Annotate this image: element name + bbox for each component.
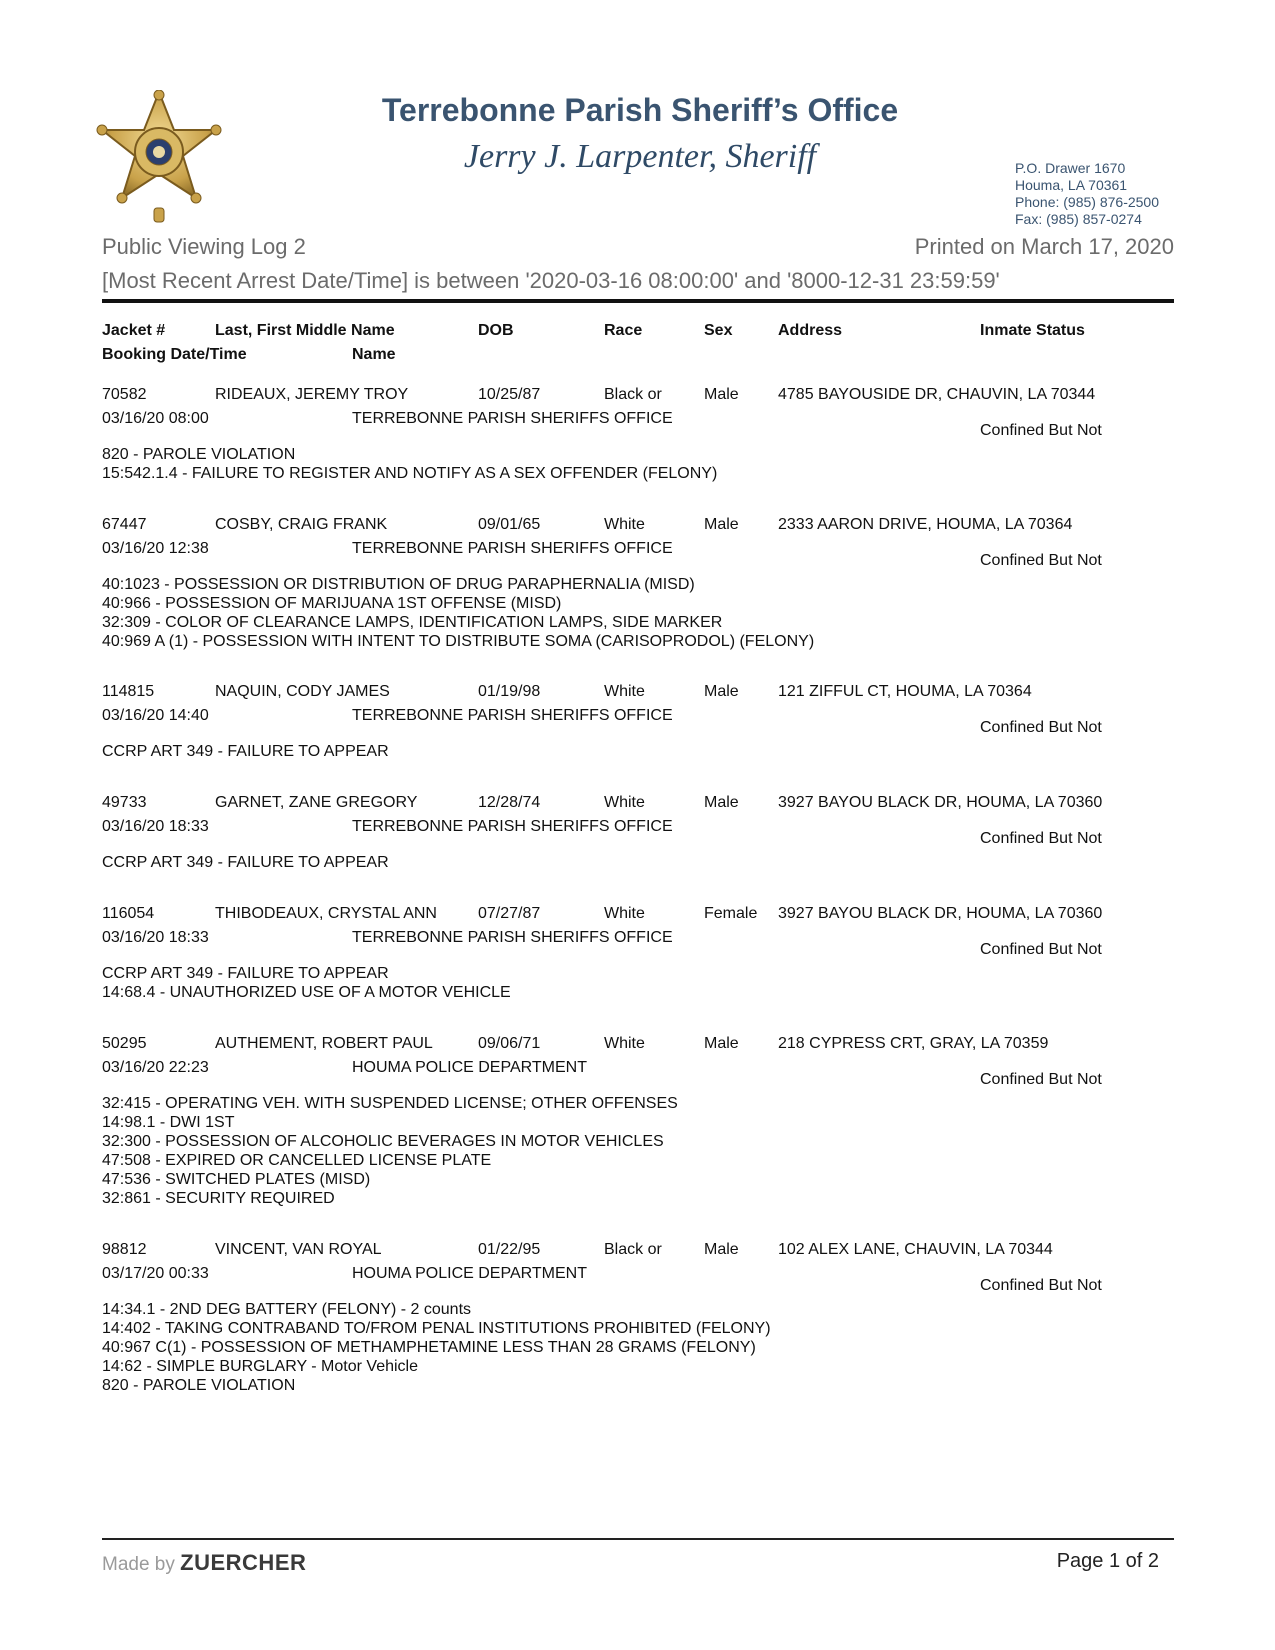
log-title: Public Viewing Log 2 — [102, 234, 306, 259]
address-value: 121 ZIFFUL CT, HOUMA, LA 70364 — [778, 683, 1032, 700]
arresting-agency: TERREBONNE PARISH SHERIFFS OFFICE — [352, 707, 673, 724]
inmate-name: COSBY, CRAIG FRANK — [215, 516, 388, 533]
inmate-name: NAQUIN, CODY JAMES — [215, 683, 390, 700]
race-value: Black or — [604, 386, 662, 403]
sex-value: Male — [704, 683, 739, 700]
charge-line: 40:966 - POSSESSION OF MARIJUANA 1ST OFFENSE (MISD) — [102, 595, 562, 612]
sex-value: Female — [704, 905, 758, 922]
made-by-label: Made by — [102, 1554, 175, 1575]
dob-value: 01/22/95 — [478, 1241, 541, 1258]
header-divider — [102, 299, 1174, 303]
arresting-agency: HOUMA POLICE DEPARTMENT — [352, 1059, 587, 1076]
sex-value: Male — [704, 386, 739, 403]
jacket-number: 49733 — [102, 794, 147, 811]
jacket-number: 70582 — [102, 386, 147, 403]
contact-fax: Fax: (985) 857-0274 — [1015, 211, 1142, 227]
col-name: Last, First Middle Name — [215, 322, 395, 339]
booking-datetime: 03/17/20 00:33 — [102, 1265, 209, 1282]
charge-line: 32:300 - POSSESSION OF ALCOHOLIC BEVERAGES IN MOTOR VEHICLES — [102, 1133, 664, 1150]
zuercher-logo: ZUERCHER — [180, 1550, 307, 1575]
charge-line: 32:309 - COLOR OF CLEARANCE LAMPS, IDENTIFICATION LAMPS, SIDE MARKER — [102, 614, 723, 631]
col-jacket: Jacket # — [102, 322, 166, 339]
col-address: Address — [778, 322, 843, 339]
contact-city: Houma, LA 70361 — [1015, 177, 1128, 193]
charge-line: 14:62 - SIMPLE BURGLARY - Motor Vehicle — [102, 1358, 418, 1375]
inmate-status: Confined But Not — [980, 1277, 1102, 1294]
jacket-number: 116054 — [102, 905, 155, 922]
booking-datetime: 03/16/20 12:38 — [102, 540, 209, 557]
dob-value: 10/25/87 — [478, 386, 541, 403]
charge-line: CCRP ART 349 - FAILURE TO APPEAR — [102, 965, 389, 982]
col-inmate-status: Inmate Status — [980, 322, 1085, 339]
dob-value: 09/06/71 — [478, 1035, 541, 1052]
printed-date: Printed on March 17, 2020 — [914, 234, 1174, 259]
inmate-name: GARNET, ZANE GREGORY — [215, 794, 418, 811]
jacket-number: 98812 — [102, 1241, 147, 1258]
arresting-agency: HOUMA POLICE DEPARTMENT — [352, 1265, 587, 1282]
col-booking: Booking Date/Time — [102, 346, 247, 363]
address-value: 4785 BAYOUSIDE DR, CHAUVIN, LA 70344 — [778, 386, 1096, 403]
sex-value: Male — [704, 1035, 739, 1052]
jacket-number: 114815 — [102, 683, 155, 700]
charge-line: CCRP ART 349 - FAILURE TO APPEAR — [102, 743, 389, 760]
col-agency-name: Name — [352, 346, 396, 363]
charge-line: 14:98.1 - DWI 1ST — [102, 1114, 235, 1131]
charge-line: 14:402 - TAKING CONTRABAND TO/FROM PENAL INSTITUTIONS PROHIBITED (FELONY) — [102, 1320, 771, 1337]
inmate-name: VINCENT, VAN ROYAL — [215, 1241, 382, 1258]
booking-datetime: 03/16/20 18:33 — [102, 818, 209, 835]
sheriff-star-badge-icon — [96, 90, 222, 226]
sex-value: Male — [704, 516, 739, 533]
dob-value: 12/28/74 — [478, 794, 541, 811]
inmate-status: Confined But Not — [980, 552, 1102, 569]
sex-value: Male — [704, 794, 739, 811]
inmate-name: THIBODEAUX, CRYSTAL ANN — [215, 905, 437, 922]
footer-divider — [102, 1538, 1174, 1540]
jacket-number: 50295 — [102, 1035, 147, 1052]
arresting-agency: TERREBONNE PARISH SHERIFFS OFFICE — [352, 410, 673, 427]
inmate-status: Confined But Not — [980, 1071, 1102, 1088]
charge-line: 47:508 - EXPIRED OR CANCELLED LICENSE PLATE — [102, 1152, 492, 1169]
dob-value: 09/01/65 — [478, 516, 541, 533]
race-value: White — [604, 905, 645, 922]
charge-line: 14:68.4 - UNAUTHORIZED USE OF A MOTOR VEHICLE — [102, 984, 511, 1001]
col-dob: DOB — [478, 322, 514, 339]
race-value: White — [604, 683, 645, 700]
address-value: 3927 BAYOU BLACK DR, HOUMA, LA 70360 — [778, 794, 1103, 811]
sex-value: Male — [704, 1241, 739, 1258]
address-value: 2333 AARON DRIVE, HOUMA, LA 70364 — [778, 516, 1073, 533]
dob-value: 01/19/98 — [478, 683, 541, 700]
booking-datetime: 03/16/20 22:23 — [102, 1059, 209, 1076]
made-by-credit — [102, 1550, 306, 1576]
address-value: 218 CYPRESS CRT, GRAY, LA 70359 — [778, 1035, 1049, 1052]
race-value: White — [604, 516, 645, 533]
inmate-status: Confined But Not — [980, 422, 1102, 439]
charge-line: 14:34.1 - 2ND DEG BATTERY (FELONY) - 2 counts — [102, 1301, 472, 1318]
col-sex: Sex — [704, 322, 733, 339]
arresting-agency: TERREBONNE PARISH SHERIFFS OFFICE — [352, 929, 673, 946]
inmate-name: AUTHEMENT, ROBERT PAUL — [215, 1035, 433, 1052]
race-value: White — [604, 1035, 645, 1052]
arresting-agency: TERREBONNE PARISH SHERIFFS OFFICE — [352, 818, 673, 835]
dob-value: 07/27/87 — [478, 905, 541, 922]
contact-address: P.O. Drawer 1670 — [1015, 160, 1126, 176]
filter-criteria: [Most Recent Arrest Date/Time] is between '2020-03-16 08:00:00' and '8000-12-31 23:59:59' — [102, 268, 1000, 293]
inmate-status: Confined But Not — [980, 719, 1102, 736]
address-value: 3927 BAYOU BLACK DR, HOUMA, LA 70360 — [778, 905, 1103, 922]
page-number: Page 1 of 2 — [1056, 1550, 1159, 1572]
contact-block — [1015, 160, 1159, 228]
charge-line: 40:969 A (1) - POSSESSION WITH INTENT TO DISTRIBUTE SOMA (CARISOPRODOL) (FELONY) — [102, 633, 815, 650]
address-value: 102 ALEX LANE, CHAUVIN, LA 70344 — [778, 1241, 1053, 1258]
booking-datetime: 03/16/20 18:33 — [102, 929, 209, 946]
col-race: Race — [604, 322, 643, 339]
charge-line: 820 - PAROLE VIOLATION — [102, 446, 296, 463]
race-value: White — [604, 794, 645, 811]
contact-phone: Phone: (985) 876-2500 — [1015, 194, 1159, 210]
charge-line: 47:536 - SWITCHED PLATES (MISD) — [102, 1171, 371, 1188]
inmate-name: RIDEAUX, JEREMY TROY — [215, 386, 409, 403]
inmate-status: Confined But Not — [980, 941, 1102, 958]
charge-line: 820 - PAROLE VIOLATION — [102, 1377, 296, 1394]
charge-line: 40:1023 - POSSESSION OR DISTRIBUTION OF DRUG PARAPHERNALIA (MISD) — [102, 576, 695, 593]
arresting-agency: TERREBONNE PARISH SHERIFFS OFFICE — [352, 540, 673, 557]
booking-datetime: 03/16/20 14:40 — [102, 707, 209, 724]
charge-line: 32:415 - OPERATING VEH. WITH SUSPENDED LICENSE; OTHER OFFENSES — [102, 1095, 678, 1112]
charge-line: CCRP ART 349 - FAILURE TO APPEAR — [102, 854, 389, 871]
booking-datetime: 03/16/20 08:00 — [102, 410, 209, 427]
jacket-number: 67447 — [102, 516, 147, 533]
org-title: Terrebonne Parish Sheriff’s Office — [381, 92, 899, 128]
charge-line: 15:542.1.4 - FAILURE TO REGISTER AND NOTIFY AS A SEX OFFENDER (FELONY) — [102, 465, 718, 482]
race-value: Black or — [604, 1241, 662, 1258]
sheriff-name: Jerry J. Larpenter, Sheriff — [463, 138, 817, 175]
charge-line: 32:861 - SECURITY REQUIRED — [102, 1190, 335, 1207]
charge-line: 40:967 C(1) - POSSESSION OF METHAMPHETAMINE LESS THAN 28 GRAMS (FELONY) — [102, 1339, 756, 1356]
inmate-status: Confined But Not — [980, 830, 1102, 847]
